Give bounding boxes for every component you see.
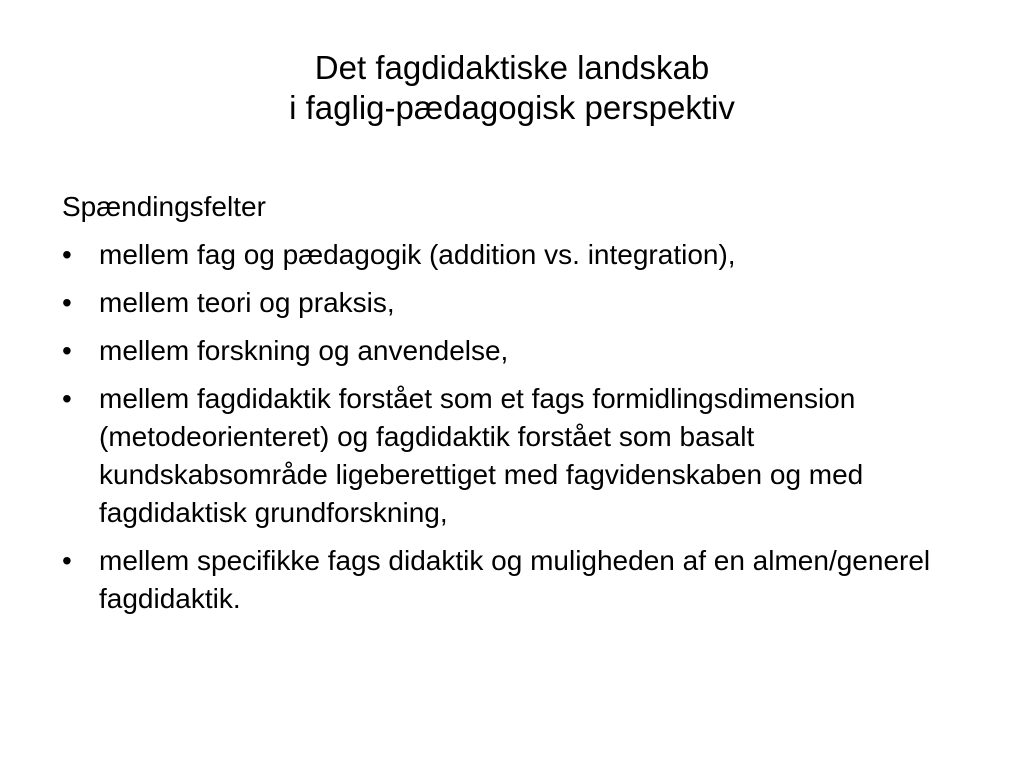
bullet-list	[62, 236, 982, 618]
list-item	[62, 380, 982, 532]
bullet-icon: •	[62, 545, 72, 576]
bullet-icon: •	[62, 287, 72, 318]
list-item-text: mellem specifikke fags didaktik og muligheden af en almen/generel fagdidaktik.	[99, 545, 931, 614]
slide-title-line-2: i faglig-pædagogisk perspektiv	[289, 89, 735, 126]
list-item-text: mellem fagdidaktik forstået som et fags formidlingsdimension (metodeorienteret) og fagdidaktik forstået som basalt kundskabsområde ligeberettiget med fagvidenskaben og med fagdidaktisk grundforskning,	[99, 383, 864, 528]
list-item	[62, 332, 982, 370]
bullet-icon: •	[62, 335, 72, 366]
bullet-icon: •	[62, 383, 72, 414]
slide-title-line-1: Det fagdidaktiske landskab	[314, 49, 710, 86]
bullet-icon: •	[62, 239, 72, 270]
list-item	[62, 542, 982, 618]
slide-body	[62, 188, 982, 628]
list-item	[62, 284, 982, 322]
list-item-text: mellem teori og praksis,	[99, 287, 395, 318]
list-item	[62, 236, 982, 274]
list-item-text: mellem fag og pædagogik (addition vs. integration),	[99, 239, 736, 270]
slide-title	[0, 48, 1024, 128]
section-heading: Spændingsfelter	[62, 191, 266, 222]
list-item-text: mellem forskning og anvendelse,	[99, 335, 509, 366]
